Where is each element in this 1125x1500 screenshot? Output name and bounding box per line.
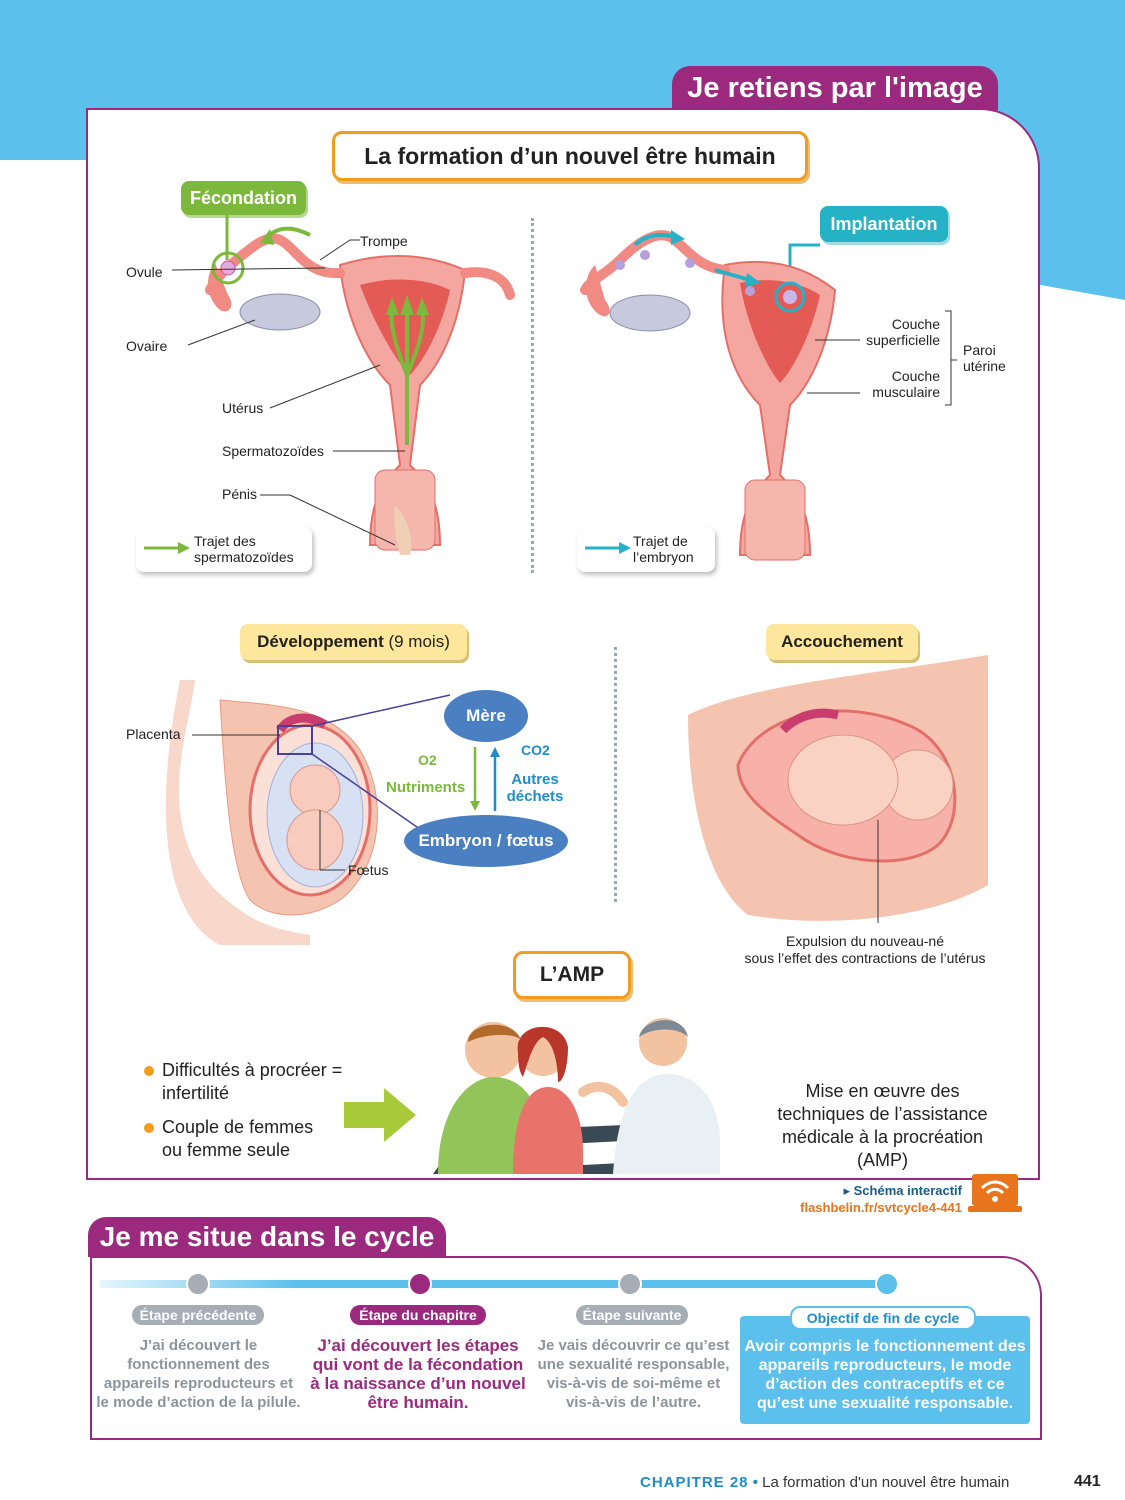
implantation-tag-label: Implantation — [830, 214, 938, 234]
step-next-text: Je vais découvrir ce qu’est une sexualité responsable, vis-à-vis de soi-même et vis-à-vis de l’autre. — [537, 1337, 730, 1411]
label-trompe: Trompe — [360, 233, 408, 249]
separator-top — [531, 218, 534, 573]
fecondation-tag — [181, 181, 306, 215]
main-title — [332, 131, 808, 181]
fecondation-legend-text: Trajet des spermatozoïdes — [194, 533, 294, 565]
separator-bottom — [614, 647, 617, 902]
embryon-oval — [404, 815, 568, 867]
interactive-schema-link[interactable]: flashbelin.fr/svtcycle4-441 — [800, 1200, 962, 1215]
bullet-dot-icon — [144, 1066, 154, 1076]
amp-bullet-1 — [162, 1059, 352, 1105]
o2-label: O2 — [418, 752, 437, 768]
label-placenta: Placenta — [126, 726, 181, 742]
fecondation-diagram — [110, 215, 530, 575]
step-previous-text: J’ai découvert le fonctionnement des appareils reproducteurs et le mode d’action de la pilule. — [96, 1337, 301, 1411]
amp-bullet-2-text: Couple de femmes ou femme seule — [162, 1117, 314, 1160]
bullet-dot-icon — [144, 1123, 154, 1133]
step-previous-tag: Étape précédente — [132, 1305, 264, 1325]
label-couche-superficielle: Couche superficielle — [866, 316, 940, 348]
label-paroi-uterine: Paroi utérine — [963, 342, 1006, 374]
fecondation-tag-label: Fécondation — [190, 188, 297, 208]
consultation-illustration — [433, 1012, 720, 1174]
accouchement-caption-line1: Expulsion du nouveau-né — [785, 933, 944, 949]
arrow-right-icon — [344, 1088, 416, 1142]
cycle-timeline — [100, 1272, 910, 1296]
interactive-schema-label[interactable]: ▸ Schéma interactif — [843, 1183, 962, 1198]
laptop-wifi-icon[interactable] — [968, 1172, 1022, 1214]
step-objective-text: Avoir compris le fonctionnement des appareils reproducteurs, le mode d’action des contraceptifs et ce qu’est une sexualité responsable. — [744, 1338, 1026, 1412]
amp-bullet-2 — [162, 1116, 332, 1162]
footer — [640, 1474, 1050, 1491]
step-chapter-tag: Étape du chapitre — [350, 1305, 486, 1325]
accouchement-tag-label: Accouchement — [781, 632, 903, 651]
accouchement-caption-line2: sous l’effet des contractions de l’utérus — [744, 950, 986, 966]
cycle-tab — [88, 1217, 446, 1257]
implantation-legend-text: Trajet de l’embryon — [633, 533, 694, 565]
header-tab-title: Je retiens par l'image — [687, 72, 983, 104]
label-spermatozoides: Spermatozoïdes — [222, 443, 324, 459]
label-penis: Pénis — [222, 486, 258, 502]
implantation-diagram — [575, 225, 1020, 575]
fecondation-legend — [136, 527, 312, 572]
green-arrow-icon — [144, 541, 190, 555]
exchange-arrows — [465, 745, 505, 813]
step-objective-tag: Objectif de fin de cycle — [790, 1306, 976, 1330]
amp-title-text: L’AMP — [539, 963, 605, 986]
cyan-arrow-icon — [585, 541, 631, 555]
accouchement-caption — [720, 933, 1010, 967]
step-next-tag: Étape suivante — [576, 1305, 688, 1325]
footer-chapter: CHAPITRE 28 — [640, 1474, 749, 1491]
label-foetus: Fœtus — [348, 862, 389, 878]
developpement-tag-bold: Développement — [257, 632, 384, 651]
amp-title — [513, 951, 631, 999]
amp-result: Mise en œuvre des techniques de l’assistance médicale à la procréation (AMP) — [777, 1081, 988, 1170]
embryon-label: Embryon / fœtus — [418, 831, 554, 850]
amp-bullet-1-text: Difficultés à procréer = infertilité — [162, 1060, 343, 1103]
mere-label: Mère — [466, 706, 506, 725]
birth-diagram — [688, 655, 988, 935]
developpement-tag-rest: (9 mois) — [383, 632, 450, 651]
step-chapter-text: J’ai découvert les étapes qui vont de la fécondation à la naissance d’un nouvel être humain. — [310, 1336, 526, 1412]
page-number: 441 — [1074, 1473, 1101, 1490]
developpement-tag — [240, 624, 467, 660]
footer-separator: • — [748, 1474, 763, 1491]
footer-chapter-title: La formation d'un nouvel être humain — [762, 1474, 1010, 1491]
label-couche-musculaire: Couche musculaire — [872, 368, 940, 400]
co2-label: CO2 — [521, 742, 550, 758]
label-uterus: Utérus — [222, 400, 264, 416]
implantation-legend — [577, 527, 715, 572]
label-ovule: Ovule — [126, 264, 163, 280]
nutriments-label: Nutriments — [386, 779, 466, 796]
label-ovaire: Ovaire — [126, 338, 168, 354]
main-title-text: La formation d’un nouvel être humain — [364, 143, 776, 169]
mere-oval — [444, 690, 528, 742]
header-tab — [672, 66, 998, 110]
cycle-tab-title: Je me situe dans le cycle — [99, 1221, 435, 1252]
dechets-label: Autres déchets — [506, 771, 564, 805]
